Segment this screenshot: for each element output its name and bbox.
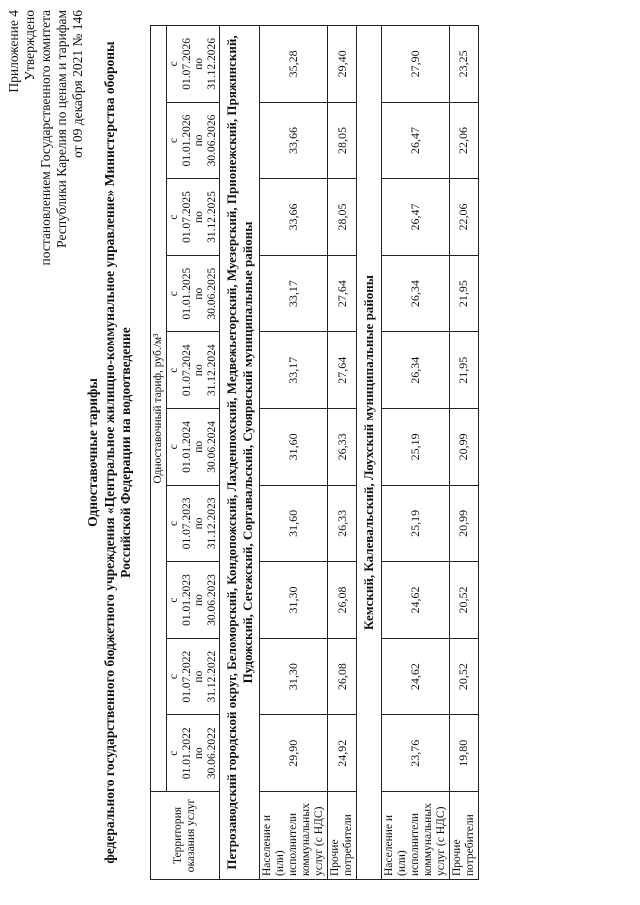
period-to: по	[193, 211, 205, 223]
consumer-category: Прочие потребители	[449, 792, 478, 880]
tariff-value: 31,60	[260, 409, 328, 486]
tariff-value: 24,62	[381, 562, 449, 639]
approval-stamp	[6, 10, 86, 350]
period-end: 31.12.2026	[205, 37, 218, 90]
tariff-value: 26,08	[328, 562, 357, 639]
tariff-value: 33,17	[260, 255, 328, 332]
period-to: по	[193, 287, 205, 300]
tariff-value: 26,34	[381, 332, 449, 409]
tariff-value: 26,33	[328, 485, 357, 562]
region-name: Кемский, Калевальский, Лоухский муниципальные районы	[357, 26, 382, 880]
period-end: 30.06.2024	[205, 420, 218, 473]
tariff-value: 26,08	[328, 638, 357, 715]
period-from: с	[168, 214, 180, 220]
period-start: 01.07.2022	[180, 650, 193, 703]
table-row	[381, 26, 449, 880]
period-end: 31.12.2022	[205, 650, 218, 703]
tariff-value: 29,40	[328, 26, 357, 103]
period-end: 31.12.2024	[205, 344, 218, 397]
tariff-value: 24,62	[381, 638, 449, 715]
table-row	[328, 26, 357, 880]
period-header	[167, 26, 220, 103]
period-to: по	[193, 670, 205, 683]
tariff-table	[150, 25, 479, 880]
period-header	[167, 409, 220, 486]
period-from: с	[168, 137, 180, 144]
period-from: с	[168, 750, 180, 756]
tariff-value: 26,47	[381, 102, 449, 179]
period-header	[167, 179, 220, 256]
tariff-value: 21,95	[449, 332, 478, 409]
region-name: Петрозаводский городской округ, Беломорский, Кондопожский, Лахденпохский, Медвежьегорский, Муезерский, Прионежский, Пряжинский, Пудожский, Сегежский, Сортавальский, Суоярвский муниципальные районы	[220, 26, 260, 880]
tariff-header: Одноставочный тариф, руб./м³	[151, 26, 167, 792]
tariff-value: 27,64	[328, 332, 357, 409]
tariff-value: 25,19	[381, 485, 449, 562]
title-line-3: Российской Федерации на водоотведение	[118, 327, 133, 578]
approved-label: Утверждено	[22, 10, 37, 81]
title-line-2: федерального государственного бюджетного учреждения «Центральное жилищно-коммунальное управление» Министерства обороны	[101, 41, 117, 864]
tariff-value: 31,30	[260, 638, 328, 715]
period-start: 01.01.2023	[180, 574, 193, 626]
consumer-category: Население и (или) исполнители коммунальных услуг (с НДС)	[260, 792, 328, 880]
tariff-value: 28,05	[328, 179, 357, 256]
tariff-value: 20,99	[449, 485, 478, 562]
period-start: 01.01.2026	[180, 114, 193, 167]
tariff-value: 25,19	[381, 409, 449, 486]
period-to: по	[193, 440, 205, 453]
period-start: 01.01.2025	[180, 267, 193, 320]
tariff-value: 21,95	[449, 255, 478, 332]
tariff-value: 23,76	[381, 715, 449, 792]
tariff-value: 31,60	[260, 485, 328, 562]
period-header	[167, 715, 220, 792]
period-header	[167, 562, 220, 639]
period-to: по	[193, 364, 205, 377]
consumer-category: Население и (или) исполнители коммунальных услуг (с НДС)	[381, 792, 449, 880]
tariff-value: 27,90	[381, 26, 449, 103]
period-header-row	[167, 26, 220, 880]
period-end: 31.12.2023	[205, 497, 218, 550]
tariff-value: 24,92	[328, 715, 357, 792]
period-from: с	[168, 597, 180, 603]
period-start: 01.07.2025	[180, 191, 193, 243]
table-row	[260, 26, 328, 880]
period-from: с	[168, 367, 180, 373]
tariff-value: 20,99	[449, 409, 478, 486]
period-header	[167, 638, 220, 715]
period-from: с	[168, 61, 180, 67]
period-end: 30.06.2026	[205, 114, 218, 167]
document-title	[85, 0, 135, 905]
period-from: с	[168, 520, 180, 526]
period-header	[167, 485, 220, 562]
tariff-value: 20,52	[449, 638, 478, 715]
period-start: 01.07.2024	[180, 344, 193, 397]
table-body	[220, 26, 479, 880]
period-header	[167, 332, 220, 409]
period-end: 30.06.2025	[205, 267, 218, 320]
period-header	[167, 102, 220, 179]
period-start: 01.07.2026	[180, 37, 193, 90]
tariff-value: 33,17	[260, 332, 328, 409]
period-start: 01.07.2023	[180, 497, 193, 550]
region-row	[357, 26, 382, 880]
title-line-1: Одноставочные тарифы	[85, 378, 100, 527]
tariff-value: 19,80	[449, 715, 478, 792]
period-to: по	[193, 747, 205, 760]
tariff-value: 29,90	[260, 715, 328, 792]
tariff-value: 35,28	[260, 26, 328, 103]
period-from: с	[168, 444, 180, 450]
approval-authority-line2: Республики Карелия по ценам и тарифам	[54, 10, 69, 248]
appendix-number: Приложение 4	[6, 10, 21, 93]
period-to: по	[193, 57, 205, 70]
period-start: 01.01.2022	[180, 727, 193, 780]
tariff-value: 31,30	[260, 562, 328, 639]
tariff-value: 20,52	[449, 562, 478, 639]
tariff-value: 26,34	[381, 255, 449, 332]
region-row	[220, 26, 260, 880]
period-from: с	[168, 674, 180, 680]
period-end: 31.12.2025	[205, 191, 218, 243]
tariff-value: 27,64	[328, 255, 357, 332]
approval-authority-line1: постановлением Государственного комитета	[38, 10, 53, 266]
tariff-value: 22,06	[449, 102, 478, 179]
period-from: с	[168, 291, 180, 297]
tariff-value: 26,33	[328, 409, 357, 486]
territory-header: Территория оказания услуг	[151, 792, 220, 880]
period-to: по	[193, 134, 205, 147]
period-to: по	[193, 594, 205, 606]
period-header	[167, 255, 220, 332]
consumer-category: Прочие потребители	[328, 792, 357, 880]
period-start: 01.01.2024	[180, 420, 193, 473]
period-end: 30.06.2023	[205, 574, 218, 626]
period-end: 30.06.2022	[205, 727, 218, 780]
tariff-value: 23,25	[449, 26, 478, 103]
approval-date: от 09 декабря 2021 № 146	[70, 10, 85, 159]
table-header-row	[151, 26, 167, 880]
tariff-value: 33,66	[260, 179, 328, 256]
tariff-value: 26,47	[381, 179, 449, 256]
tariff-value: 28,05	[328, 102, 357, 179]
tariff-value: 22,06	[449, 179, 478, 256]
period-to: по	[193, 517, 205, 530]
table-row	[449, 26, 478, 880]
tariff-value: 33,66	[260, 102, 328, 179]
